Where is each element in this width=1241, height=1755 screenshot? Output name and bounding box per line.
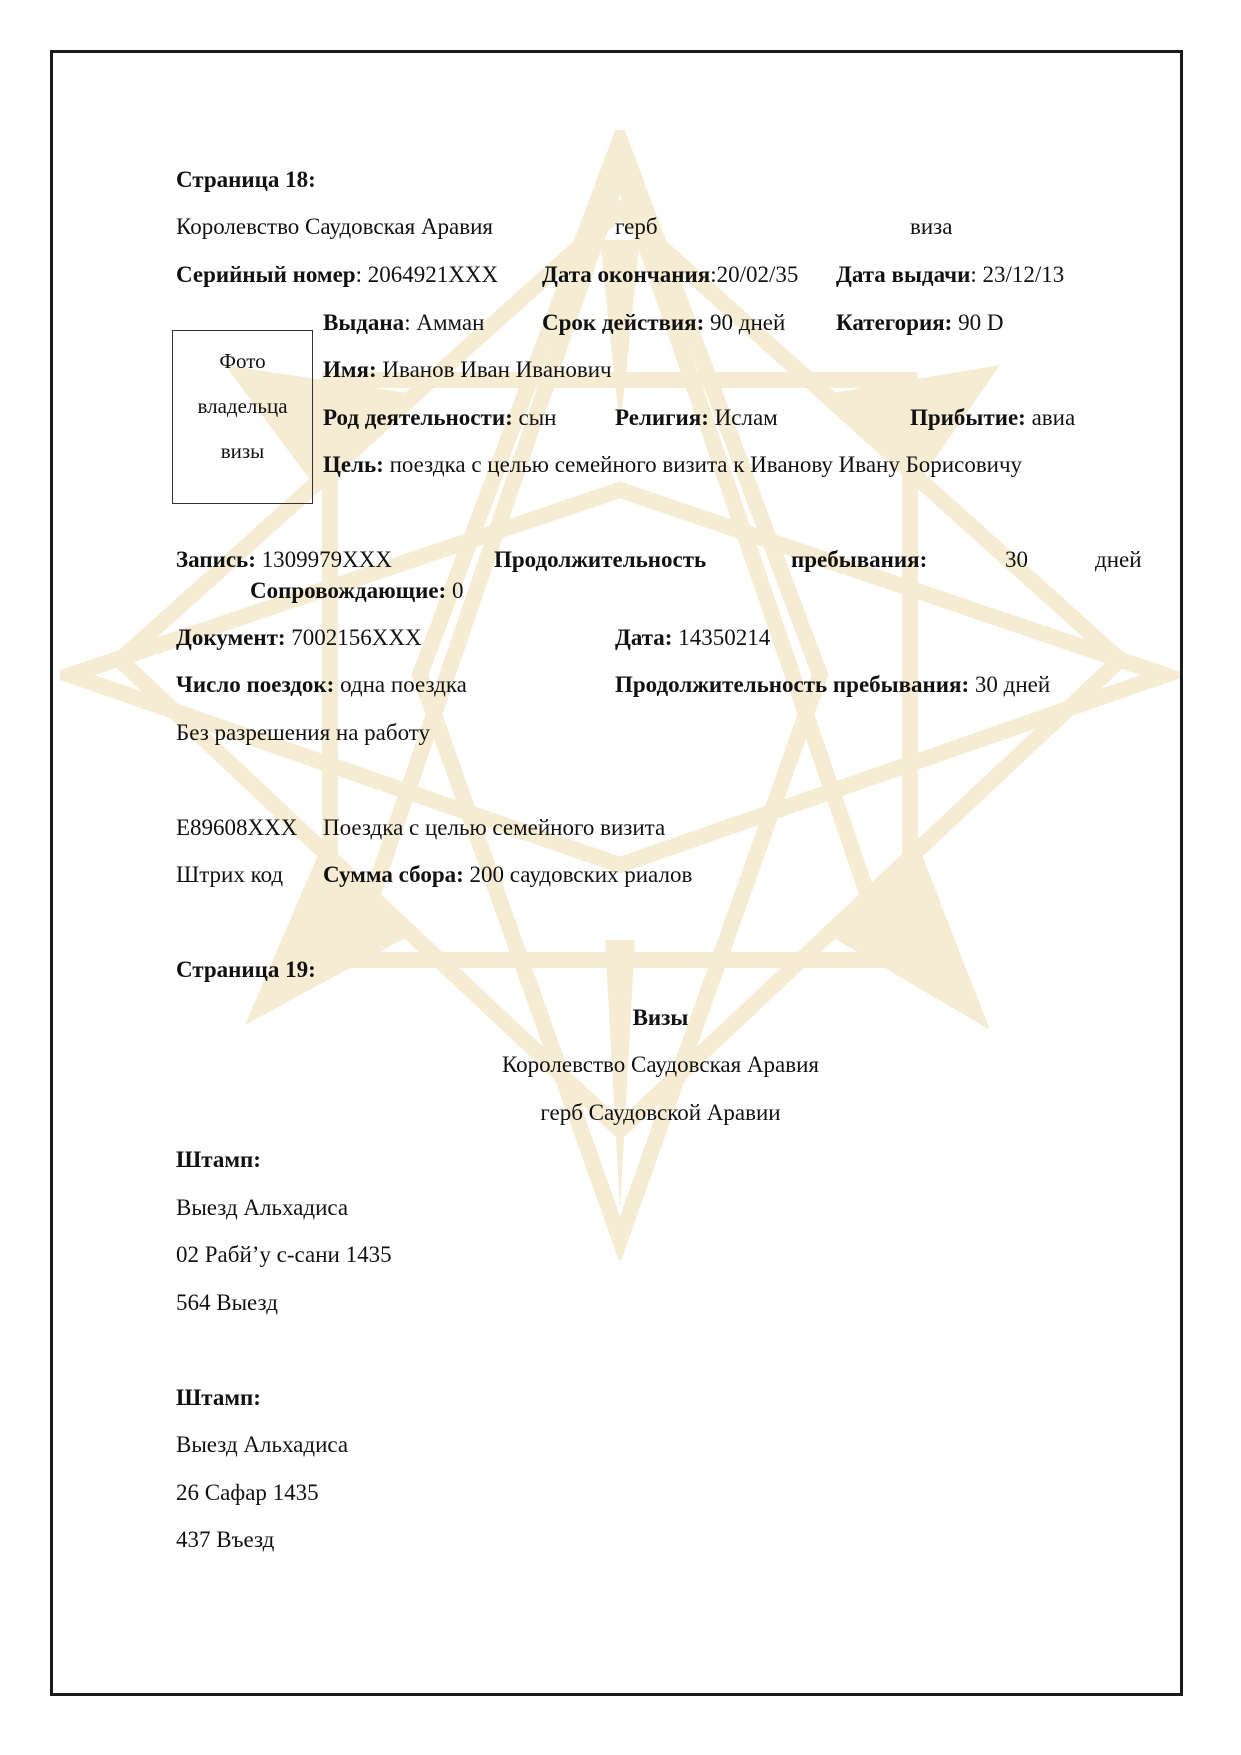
stamp2-label: Штамп:: [176, 1385, 261, 1410]
stamp2-line2: 26 Сафар 1435: [176, 1480, 319, 1505]
stamp1-label: Штамп:: [176, 1147, 261, 1172]
stamp2-line1: Выезд Альхадиса: [176, 1432, 349, 1457]
document-date: Дата: 14350214: [615, 625, 771, 650]
visas-title: Визы: [632, 1005, 689, 1030]
religion: Религия: Ислам: [615, 405, 778, 430]
page19-kingdom: Королевство Саудовская Аравия: [501, 1052, 819, 1077]
stay-unit: дней: [1095, 547, 1142, 572]
purpose: Цель: поездка с целью семейного визита к Иванову Ивану Борисовичу: [323, 452, 1023, 477]
stamp1-line2: 02 Рабй’у с-сани 1435: [176, 1242, 392, 1267]
stamp2-line3: 437 Въезд: [176, 1527, 275, 1552]
barcode-label: Штрих код: [176, 862, 284, 887]
visa-label: виза: [910, 214, 953, 239]
fee: Сумма сбора: 200 саудовских риалов: [323, 862, 693, 887]
page19-emblem: герб Саудовской Аравии: [540, 1100, 781, 1125]
stay-label-2: пребывания:: [791, 547, 928, 572]
serial-number: Серийный номер: 2064921XXX: [176, 262, 499, 287]
expiry-date: Дата окончания:20/02/35: [542, 262, 799, 287]
stamp1-line3: 564 Выезд: [176, 1290, 278, 1315]
occupation: Род деятельности: сын: [323, 405, 557, 430]
stay-number: 30: [1005, 547, 1028, 572]
issued-place: Выдана: Амман: [323, 310, 485, 335]
record: Запись: 1309979XXX: [176, 547, 392, 572]
stamp1-line1: Выезд Альхадиса: [176, 1195, 349, 1220]
emblem-label: герб: [615, 214, 658, 239]
visa-code: E89608XXX: [176, 815, 298, 840]
issue-date: Дата выдачи: 23/12/13: [836, 262, 1065, 287]
holder-photo-box: Фото владельца визы: [172, 330, 313, 504]
stay-duration: Продолжительность пребывания: 30 дней: [615, 672, 1051, 697]
work-permit-note: Без разрешения на работу: [176, 720, 431, 745]
visa-code-purpose: Поездка с целью семейного визита: [323, 815, 666, 840]
page18-heading: Страница 18:: [176, 167, 316, 192]
page19-heading: Страница 19:: [176, 957, 316, 982]
holder-name: Имя: Иванов Иван Иванович: [323, 357, 612, 382]
stay-label-1: Продолжительность: [494, 547, 707, 572]
category: Категория: 90 D: [836, 310, 1004, 335]
kingdom-label: Королевство Саудовская Аравия: [176, 214, 494, 239]
arrival: Прибытие: авиа: [910, 405, 1076, 430]
document-number: Документ: 7002156XXX: [176, 625, 422, 650]
validity: Срок действия: 90 дней: [542, 310, 786, 335]
trips-count: Число поездок: одна поездка: [176, 672, 467, 697]
companions: Сопровождающие: 0: [250, 578, 464, 603]
